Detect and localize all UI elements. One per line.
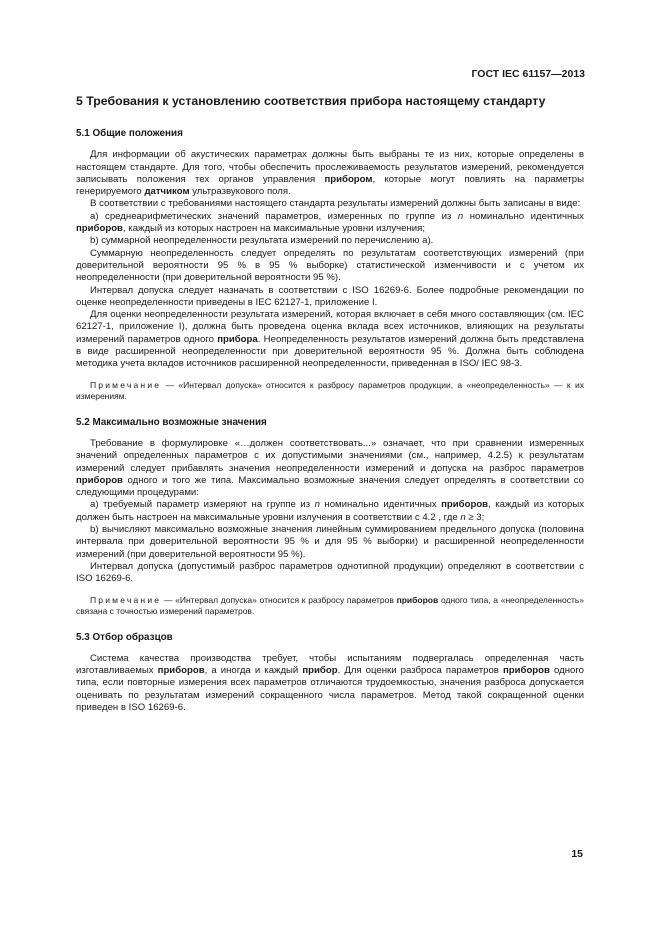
document-body (76, 94, 584, 714)
paragraph: Для оценки неопределенности результата измерений, которая включает в себя много составляющих (см. IEC 62127-1, приложение I), должна быть проведена оценка вклада всех источников, влияющих на результаты измерений параметров одного прибора. Неопределенность результатов измерений должна быть представлена в виде расширенной неопределенности при доверительной вероятности 95 %. Должна быть соблюдена методика учета вкладов источников расширенной неопределенности, приведенная в ISO/ IEC 98-3. (76, 309, 584, 370)
section-5-2-title: 5.2 Максимально возможные значения (76, 416, 267, 428)
paragraph: Суммарную неопределенность следует определять по результатам соответствующих измерений (при доверительной вероятности 95 % в 95 % выборке) статистической изменчивости и с учетом их неопределенности (при доверительной вероятности 95 %). (76, 247, 584, 284)
list-item: а) требуемый параметр измеряют на группе из n номинально идентичных приборов, каждый из которых должен быть настроен на максимальные уровни излучения в соответствии с 4.2 , где n ≥ 3; (76, 499, 585, 523)
note: Примечание — «Интервал допуска» относится к разбросу параметров продукции, а «неопределенность» — к их измерениям. (76, 379, 584, 402)
section-5-1-title: 5.1 Общие положения (76, 128, 183, 139)
paragraph: Интервал допуска следует назначать в соответствии с ISO 16269-6. Более подробные рекомендации по оценке неопределенности приведены в IEC 62127-1, приложение I. (76, 284, 584, 308)
section-5-title: 5 Требования к установлению соответствия прибора настоящему стандарту (76, 94, 546, 108)
list-item: а) среднеарифметических значений параметров, измеренных по группе из n номинально идентичных приборов, каждый из которых настроен на максимальные уровни излучения; (76, 210, 584, 235)
list-item: b) вычисляют максимально возможные значения линейным суммированием предельного допуска (половина интервала при доверительной вероятности 95 % и для 95 % выборки) и расширенной неопределенности измерений (при доверительной вероятности 95 %). (76, 524, 584, 560)
paragraph: Для информации об акустических параметрах должны быть выбраны те из них, которые определены в настоящем стандарте. Для того, чтобы обеспечить прослеживаемость результатов измерений, рекомендуется записывать положения тех органов управления прибором, которые могут повлиять на параметры генерируемого датчиком ультразвукового поля. (76, 149, 584, 198)
paragraph: Система качества производства требует, чтобы испытаниям подвергалась определенная часть изготавливаемых приборов, а иногда и каждый прибор. Для оценки разброса параметров приборов одного типа, если повторные измерения всех параметров отличаются трудоемкостью, значения разброса допускается оценивать по результатам измерений сокращенного числа параметров. Метод такой сокращенной оценки приведен в ISO 16269-6. (76, 652, 584, 713)
list-item: b) суммарной неопределенности результата измерений по перечислению а). (90, 235, 434, 247)
paragraph: Требование в формулировке «…должен соответствовать...» означает, что при сравнении измеренных значений определенных параметров с их допустимыми значениями (см., например, 4.2.5) к результатам измерений следует прибавлять значения неопределенности измерений и допуска на разброс параметров приборов одного и того же типа. Максимально возможные значения следует определять в соответствии со следующими процедурами: (76, 437, 584, 499)
page-number: 15 (571, 848, 583, 860)
document-header: ГОСТ IEC 61157—2013 (471, 68, 585, 80)
note: Примечание — «Интервал допуска» относится к разбросу параметров приборов одного типа, а «неопределенность» связана с точностью измерений параметров. (76, 594, 584, 616)
paragraph: В соответствии с требованиями настоящего стандарта результаты измерений должны быть записаны в виде: (90, 198, 581, 210)
paragraph: Интервал допуска (допустимый разброс параметров однотипной продукции) определяют в соответствии с ISO 16269-6. (76, 560, 584, 585)
section-5-3-title: 5.3 Отбор образцов (76, 631, 173, 643)
